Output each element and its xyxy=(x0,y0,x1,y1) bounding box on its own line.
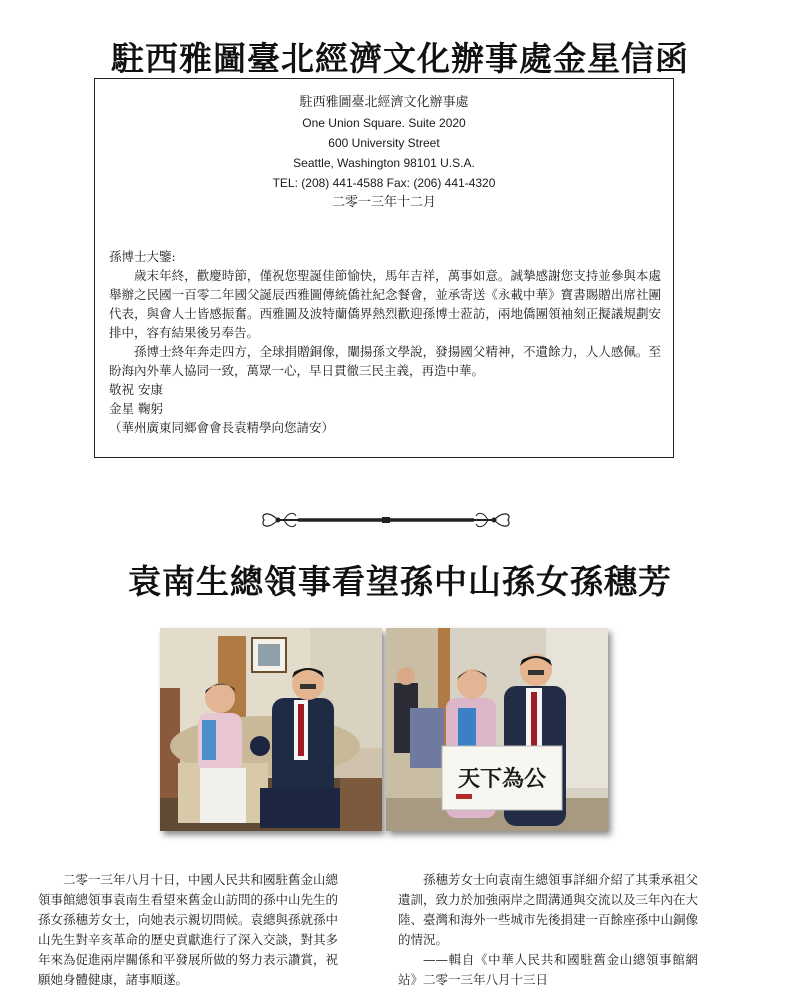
article-paragraph: 二零一三年八月十日，中國人民共和國駐舊金山總領事館總領事袁南生看望來舊金山訪問的孫中山先生的孫女孫穗芳女士，向她表示親切問候。袁總與孫就孫中山先生對辛亥革命的歷史貢獻進行了深入交談，對其多年來為促進兩岸關係和平發展所做的努力表示讚賞，祝願她身體健康，諸事順遂。 xyxy=(38,872,339,987)
calligraphy-scroll-text: 天下為公 xyxy=(457,766,547,792)
address-line1: One Union Square. Suite 2020 xyxy=(302,116,466,130)
ornamental-divider xyxy=(258,508,514,532)
address-line2: 600 University Street xyxy=(328,136,440,150)
closing: 敬祝 安康 xyxy=(109,382,163,397)
letter-paragraph: 歲末年終，歡慶時節，僅祝您聖誕佳節愉快，馬年吉祥，萬事如意。誠摯感謝您支持並參與本處舉辦之民國一百零二年國父誕辰西雅圖傳統僑社紀念餐會，並承寄送《永載中華》寶書賜贈出席社團代表，與會人士皆感振奮。西雅圖及波特蘭僑界熱烈歡迎孫博士蒞訪，兩地僑團領袖刻正擬議規劃安排中，容有結果後另奉告。 xyxy=(109,268,661,340)
photo-seated-conversation xyxy=(160,628,382,831)
address-line3: Seattle, Washington 98101 U.S.A. xyxy=(293,156,475,170)
photo-calligraphy-presentation xyxy=(386,628,608,831)
letterhead xyxy=(95,93,673,213)
letter-date: 二零一三年十二月 xyxy=(331,195,436,210)
signature: 金星 鞠躬 xyxy=(109,401,163,416)
article-source: ——輯自《中華人民共和國駐舊金山總領事館網站》二零一三年八月十三日 xyxy=(398,952,698,987)
letter-box xyxy=(94,78,674,458)
article-column-right xyxy=(398,870,698,990)
postscript: （華州廣東同鄉會會長袁精學向您請安） xyxy=(109,420,335,435)
letter-body xyxy=(109,247,661,437)
office-name: 駐西雅圖臺北經濟文化辦事處 xyxy=(299,95,469,110)
article-column-left xyxy=(38,870,338,990)
article-heading: 袁南生總領事看望孫中山孫女孫穗芳 xyxy=(128,562,672,601)
article-paragraph: 孫穗芳女士向袁南生總領事詳細介紹了其秉承祖父遺訓，致力於加強兩岸之間溝通與交流以及三年內在大陸、臺灣和海外一些城市先後捐建一百餘座孫中山銅像的情況。 xyxy=(398,872,699,947)
phone-fax: TEL: (208) 441-4588 Fax: (206) 441-4320 xyxy=(272,176,496,190)
salutation: 孫博士大鑒: xyxy=(109,249,176,264)
letter-paragraph: 孫博士終年奔走四方，全球捐贈銅像，闡揚孫文學說，發揚國父精神，不遺餘力，人人感佩。至盼海內外華人協同一致，萬眾一心，早日貫徹三民主義，再造中華。 xyxy=(109,344,661,378)
letter-heading: 駐西雅圖臺北經濟文化辦事處金星信函 xyxy=(111,39,689,78)
